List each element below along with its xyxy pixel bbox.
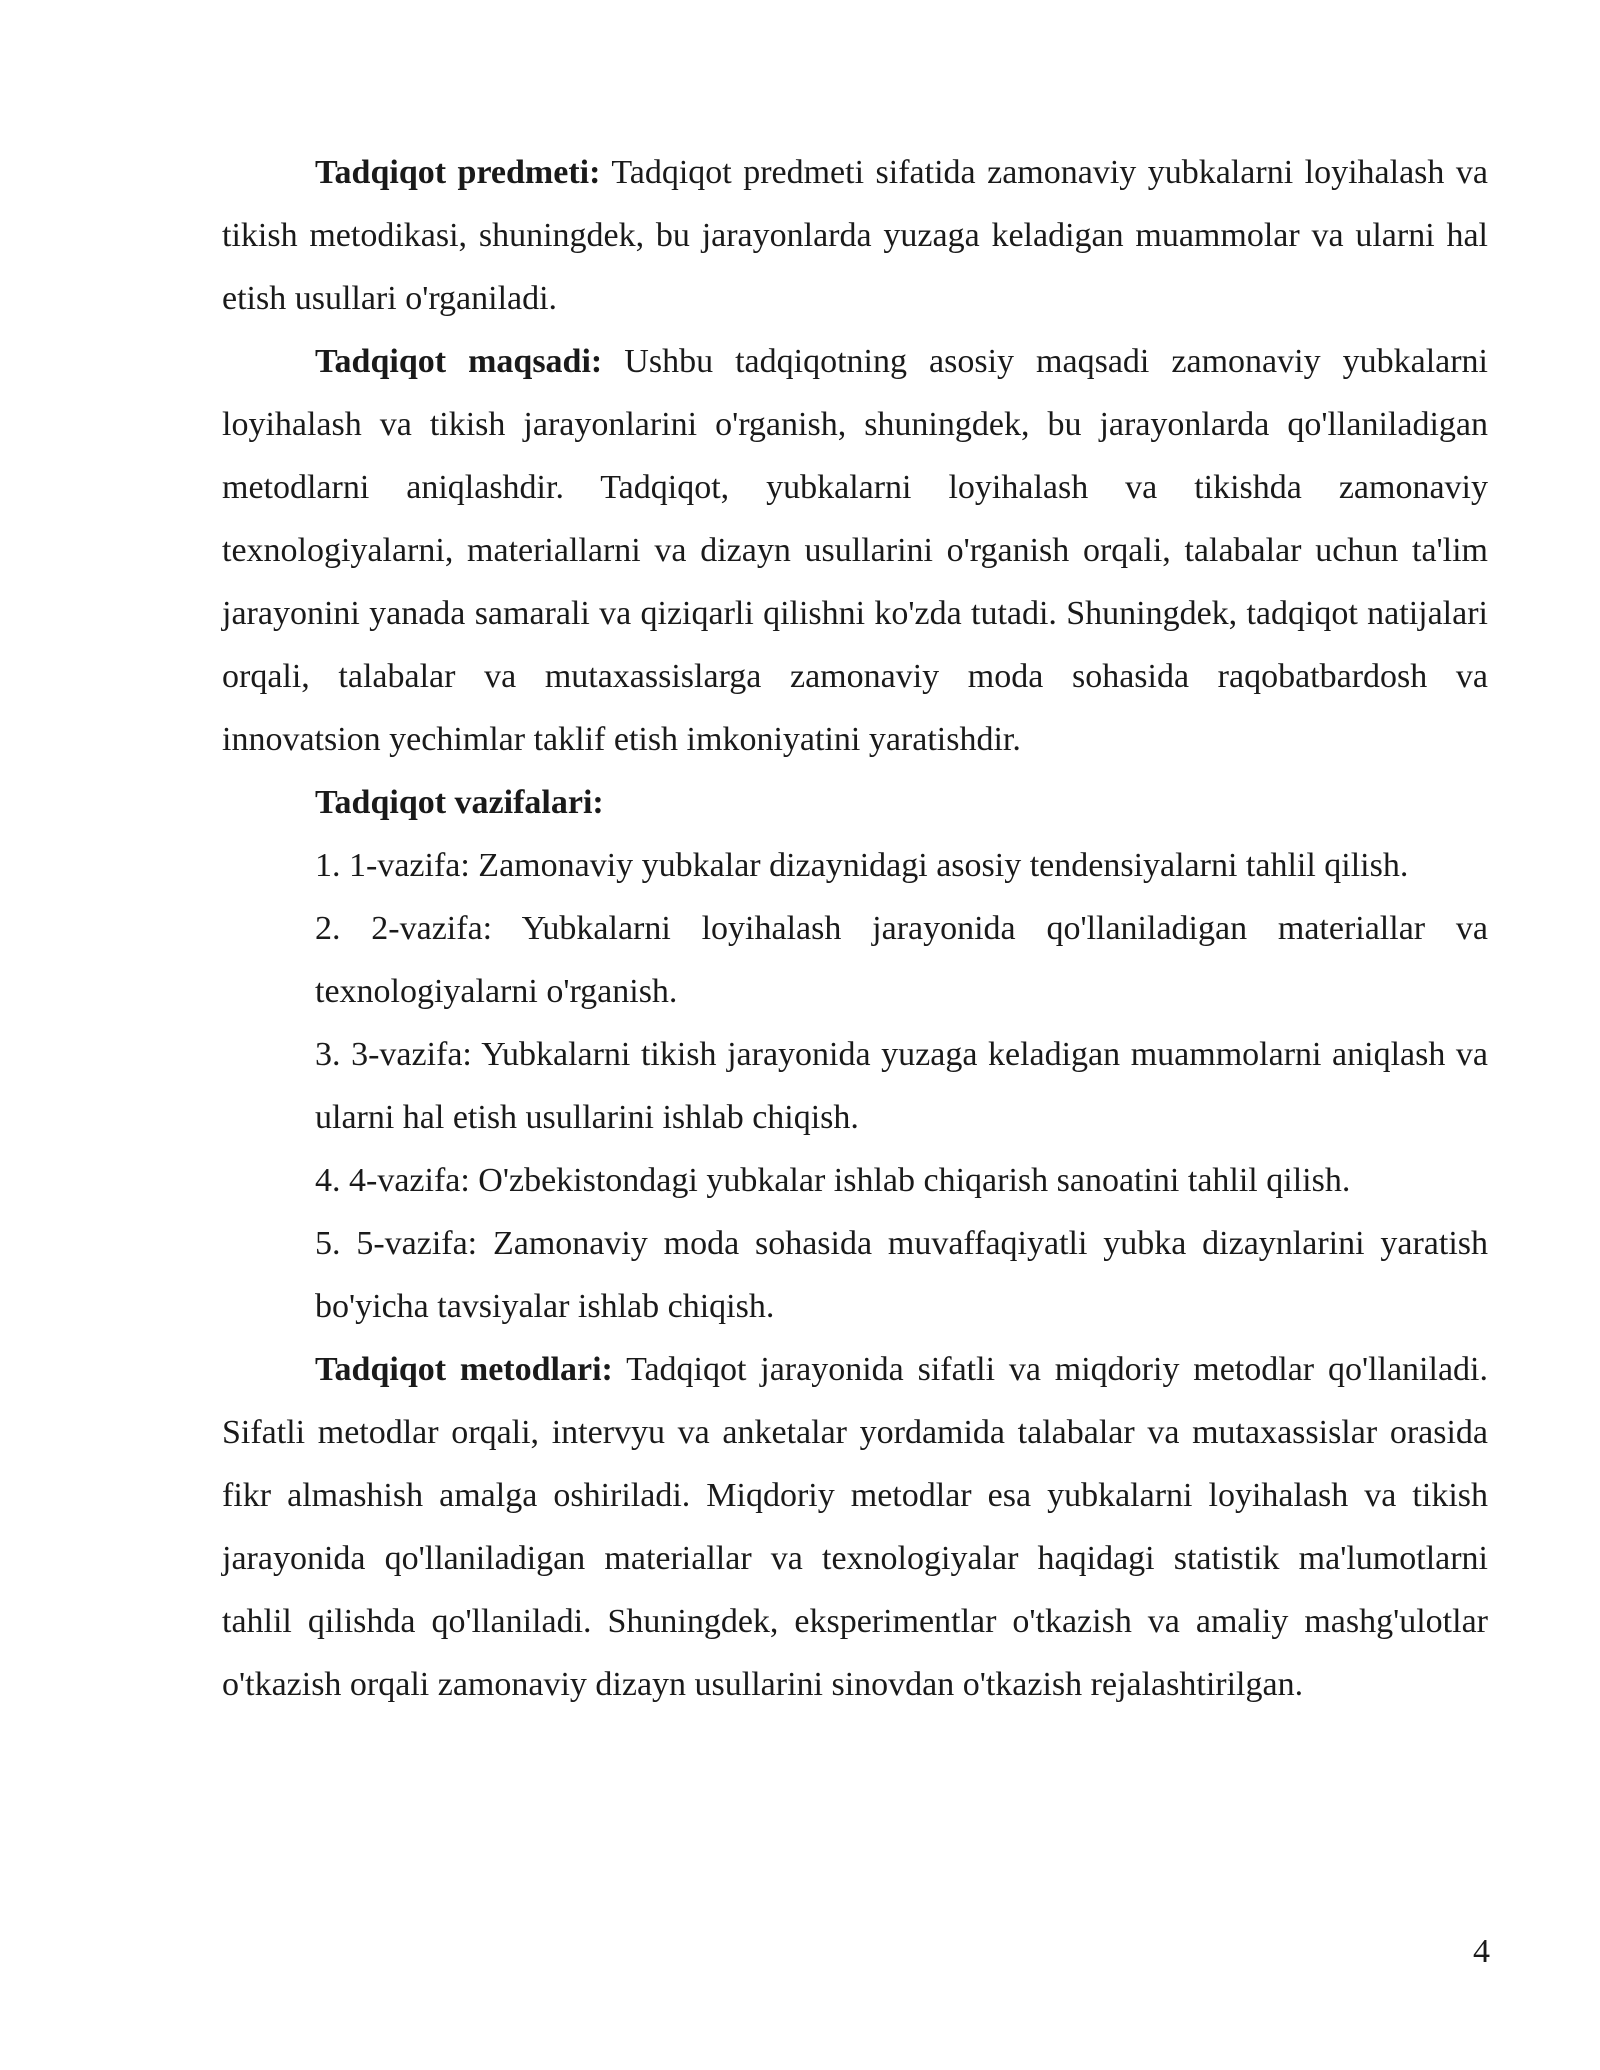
task-item-4: 4. 4-vazifa: O'zbekistondagi yubkalar ishlab chiqarish sanoatini tahlil qilish. (315, 1162, 1351, 1199)
paragraph-vazifalari-heading (222, 771, 1488, 834)
page-number: 4 (1473, 1933, 1490, 1970)
heading-predmeti: Tadqiqot predmeti: (315, 154, 601, 191)
heading-vazifalari: Tadqiqot vazifalari: (315, 784, 604, 821)
heading-metodlari: Tadqiqot metodlari: (315, 1351, 613, 1388)
paragraph-metodlari (222, 1338, 1488, 1716)
task-item-3: 3. 3-vazifa: Yubkalarni tikish jarayonida yuzaga keladigan muammolarni aniqlash va ularni hal etish usullarini ishlab chiqish. (315, 1036, 1488, 1136)
paragraph-predmeti (222, 141, 1488, 330)
task-item-2: 2. 2-vazifa: Yubkalarni loyihalash jarayonida qo'llaniladigan materiallar va texnologiyalarni o'rganish. (315, 910, 1488, 1010)
page-body (222, 141, 1488, 1716)
paragraph-maqsadi (222, 330, 1488, 771)
task-item-5: 5. 5-vazifa: Zamonaviy moda sohasida muvaffaqiyatli yubka dizaynlarini yaratish bo'yicha tavsiyalar ishlab chiqish. (315, 1225, 1488, 1325)
text-predmeti: Tadqiqot predmeti sifatida zamonaviy yubkalarni loyihalash va tikish metodikasi, shuningdek, bu jarayonlarda yuzaga keladigan muammolar va ularni hal etish usullari o'rganiladi. (222, 154, 1488, 317)
task-item-1: 1. 1-vazifa: Zamonaviy yubkalar dizaynidagi asosiy tendensiyalarni tahlil qilish. (315, 847, 1409, 884)
text-metodlari: Tadqiqot jarayonida sifatli va miqdoriy metodlar qo'llaniladi. Sifatli metodlar orqali, intervyu va anketalar yordamida talabalar va mutaxassislar orasida fikr almashish amalga oshiriladi. Miqdoriy metodlar esa yubkalarni loyihalash va tikish jarayonida qo'llaniladigan materiallar va texnologiyalar haqidagi statistik ma'lumotlarni tahlil qilishda qo'llaniladi. Shuningdek, eksperimentlar o'tkazish va amaliy mashg'ulotlar o'tkazish orqali zamonaviy dizayn usullarini sinovdan o'tkazish rejalashtirilgan. (222, 1351, 1488, 1703)
text-maqsadi: Ushbu tadqiqotning asosiy maqsadi zamonaviy yubkalarni loyihalash va tikish jarayonlarini o'rganish, shuningdek, bu jarayonlarda qo'llaniladigan metodlarni aniqlashdir. Tadqiqot, yubkalarni loyihalash va tikishda zamonaviy texnologiyalarni, materiallarni va dizayn usullarini o'rganish orqali, talabalar uchun ta'lim jarayonini yanada samarali va qiziqarli qilishni ko'zda tutadi. Shuningdek, tadqiqot natijalari orqali, talabalar va mutaxassislarga zamonaviy moda sohasida raqobatbardosh va innovatsion yechimlar taklif etish imkoniyatini yaratishdir. (222, 343, 1488, 758)
heading-maqsadi: Tadqiqot maqsadi: (315, 343, 603, 380)
